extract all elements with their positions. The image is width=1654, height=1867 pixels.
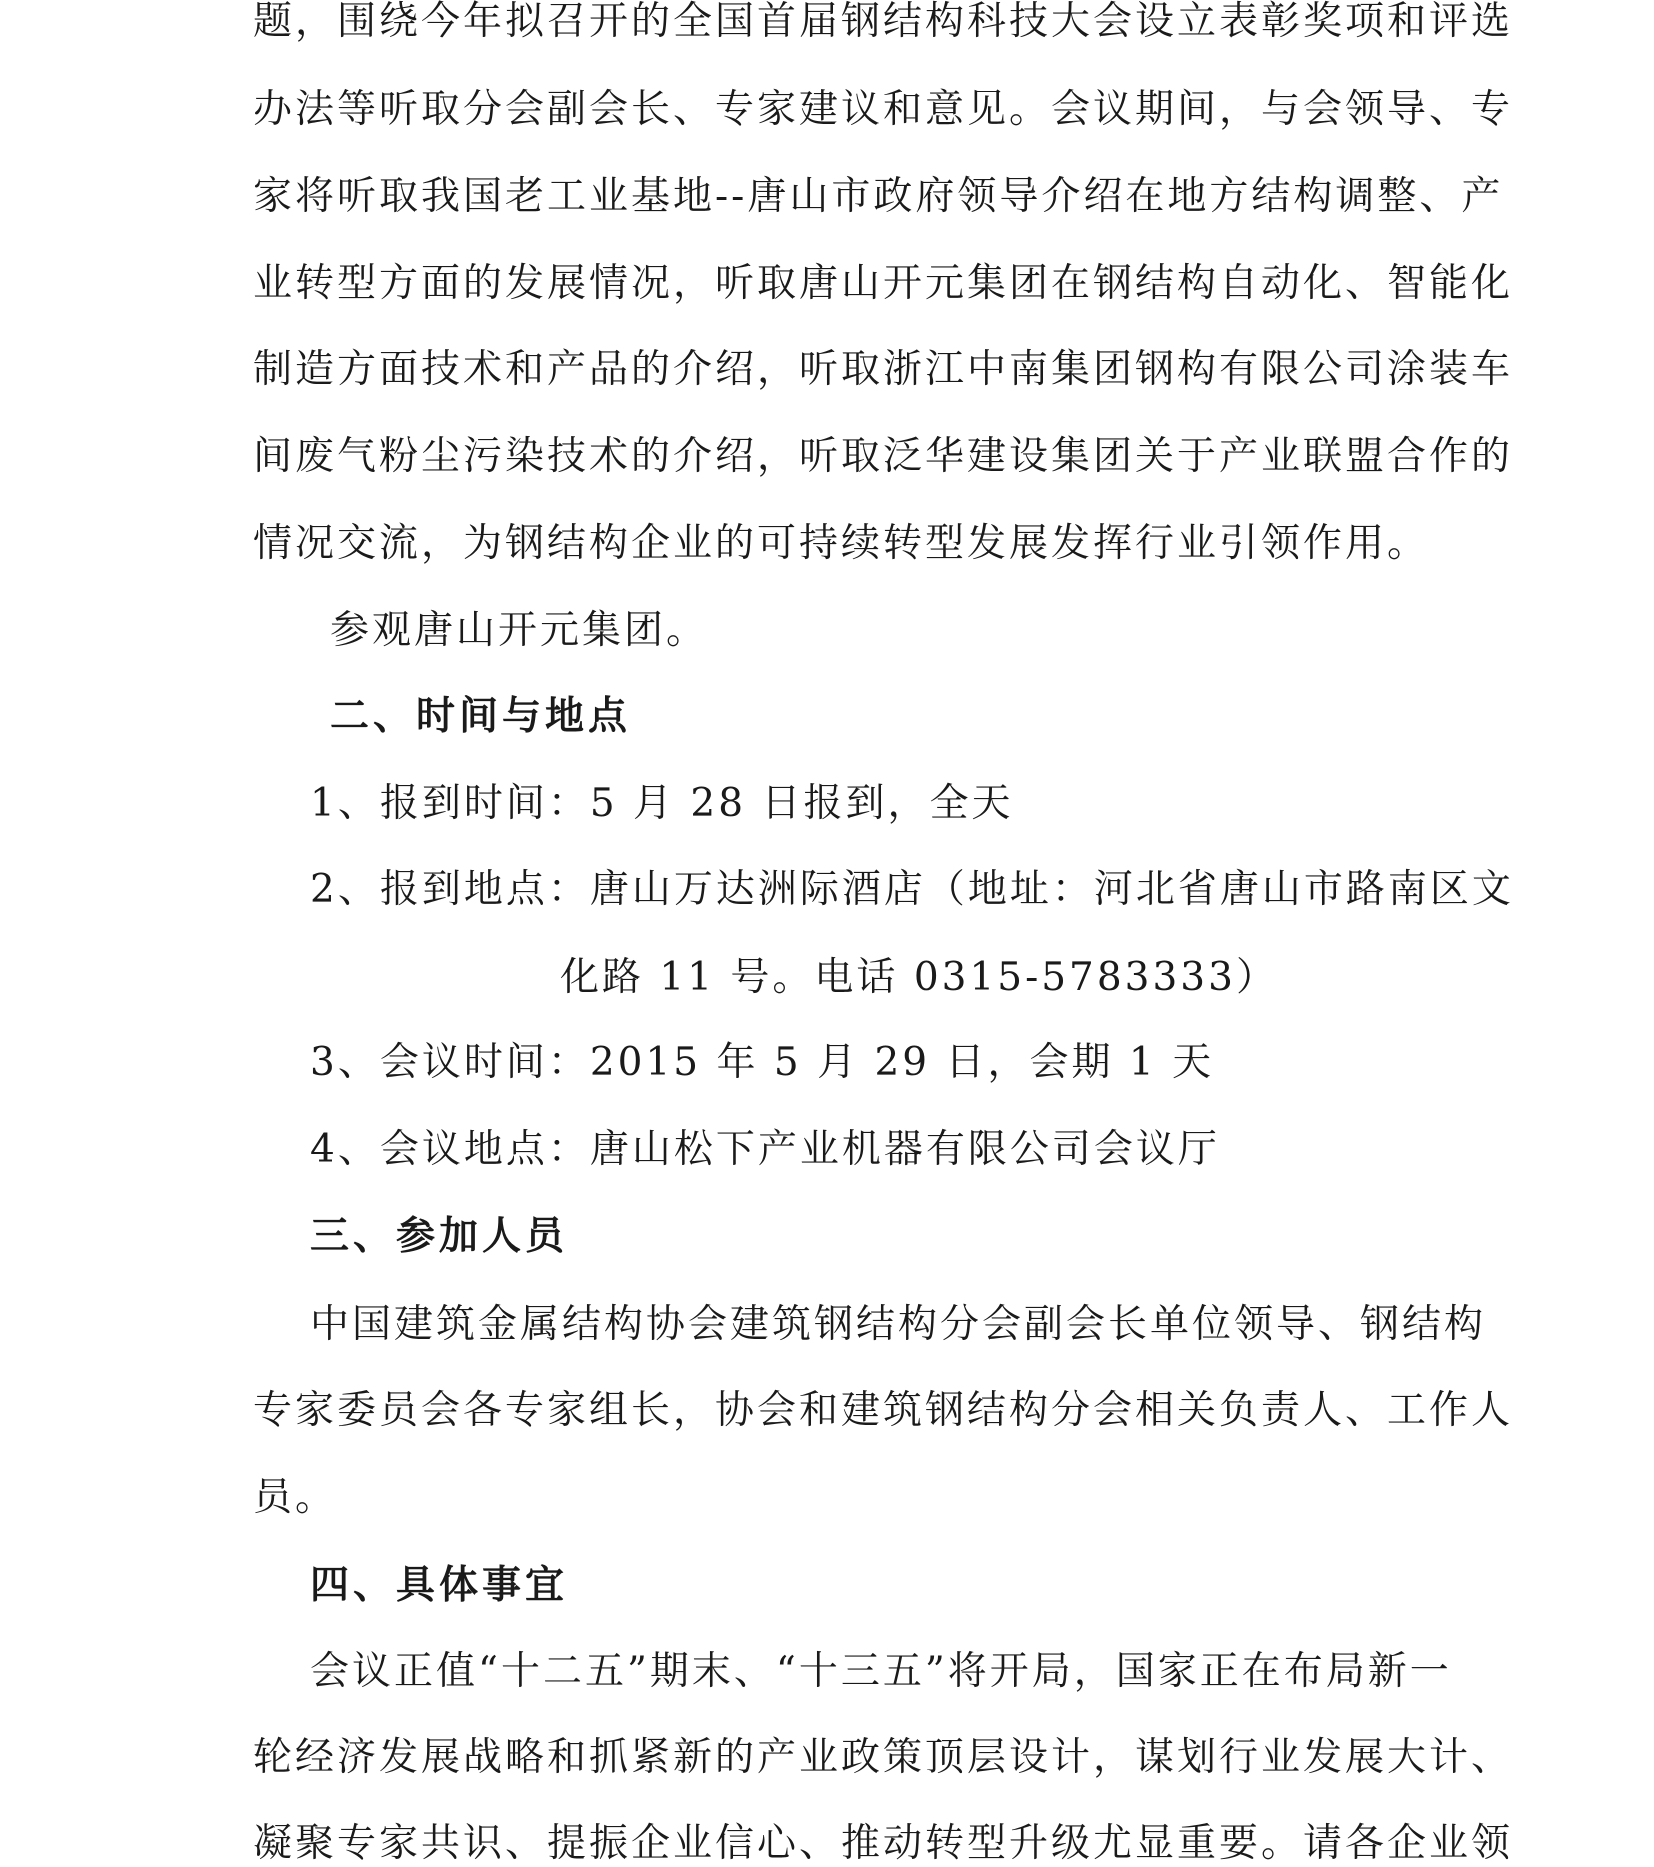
section-2-item-2-line-2: 化路 11 号。电话 0315-5783333） [560, 955, 1278, 1000]
visit-line: 参观唐山开元集团。 [330, 608, 709, 653]
section-3-line-1: 中国建筑金属结构协会建筑钢结构分会副会长单位领导、钢结构 [310, 1302, 1487, 1347]
intro-line-6: 间废气粉尘污染技术的介绍，听取泛华建设集团关于产业联盟合作的 [253, 434, 1514, 479]
intro-line-2: 办法等听取分会副会长、专家建议和意见。会议期间，与会领导、专 [253, 87, 1514, 132]
section-2-item-3: 3、会议时间：2015 年 5 月 29 日，会期 1 天 [310, 1040, 1215, 1085]
intro-line-5: 制造方面技术和产品的介绍，听取浙江中南集团钢构有限公司涂装车 [253, 347, 1514, 392]
section-2-item-2-line-1: 2、报到地点：唐山万达洲际酒店（地址：河北省唐山市路南区文 [310, 867, 1514, 912]
section-4-line-1: 会议正值“十二五”期末、“十三五”将开局，国家正在布局新一 [310, 1649, 1452, 1694]
section-2-item-1: 1、报到时间：5 月 28 日报到，全天 [310, 781, 1014, 826]
intro-line-3: 家将听取我国老工业基地--唐山市政府领导介绍在地方结构调整、产 [253, 174, 1504, 219]
section-4-heading: 四、具体事宜 [310, 1562, 569, 1608]
section-2-item-4: 4、会议地点：唐山松下产业机器有限公司会议厅 [310, 1127, 1220, 1172]
intro-line-7: 情况交流，为钢结构企业的可持续转型发展发挥行业引领作用。 [253, 521, 1430, 566]
section-3-line-3: 员。 [253, 1475, 338, 1520]
section-3-line-2: 专家委员会各专家组长，协会和建筑钢结构分会相关负责人、工作人 [253, 1388, 1514, 1433]
section-3-heading: 三、参加人员 [310, 1213, 569, 1259]
intro-line-4: 业转型方面的发展情况，听取唐山开元集团在钢结构自动化、智能化 [253, 261, 1514, 306]
intro-line-1: 题，围绕今年拟召开的全国首届钢结构科技大会设立表彰奖项和评选 [253, 0, 1514, 44]
section-2-heading: 二、时间与地点 [330, 693, 632, 739]
section-4-line-2: 轮经济发展战略和抓紧新的产业政策顶层设计，谋划行业发展大计、 [253, 1735, 1514, 1780]
section-4-line-3: 凝聚专家共识、提振企业信心、推动转型升级尤显重要。请各企业领 [253, 1821, 1514, 1866]
